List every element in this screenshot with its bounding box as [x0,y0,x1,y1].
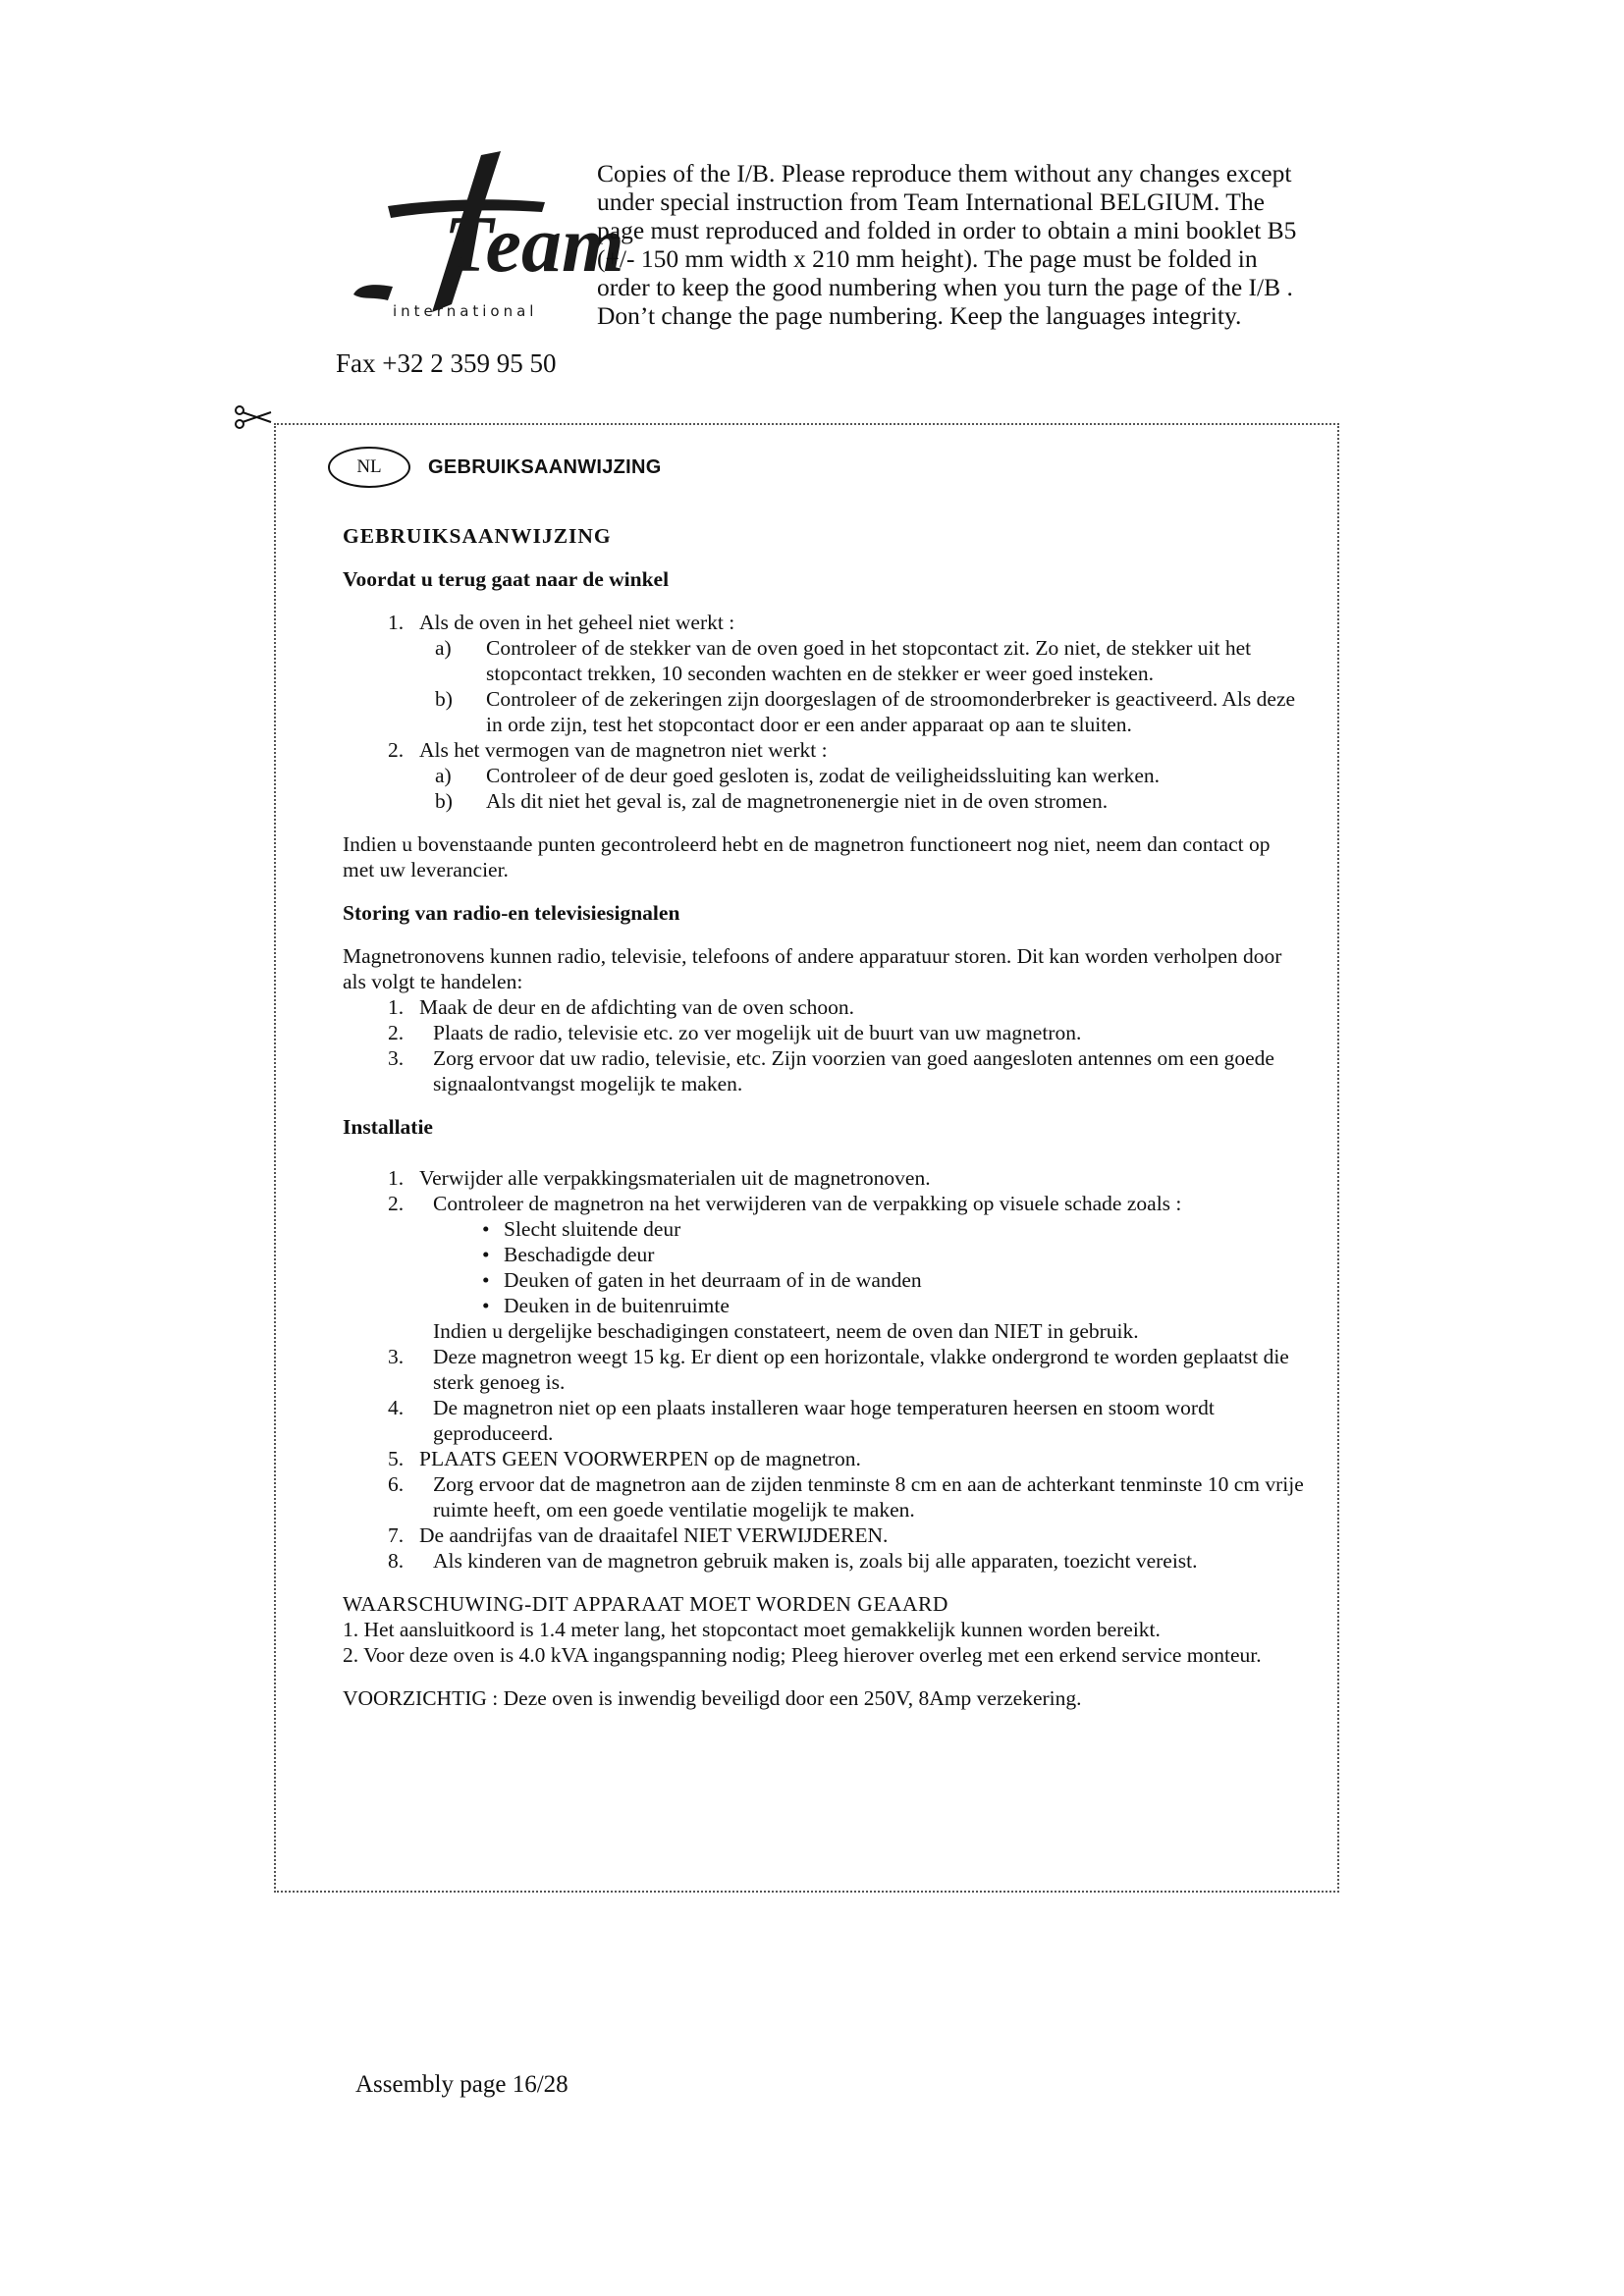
list-text: Verwijder alle verpakkingsmaterialen uit de magnetronoven. [419,1166,931,1190]
language-badge: NL [328,447,410,488]
list-item [343,1165,1305,1191]
interference-intro: Magnetronovens kunnen radio, televisie, telefoons of andere apparatuur storen. Dit kan worden verholpen door als volgt te handelen: [343,944,1282,993]
logo-wordmark: Team [444,199,624,289]
list-number: 7. [388,1523,405,1547]
sub-list-text: Als dit niet het geval is, zal de magnetronenergie niet in de oven stromen. [486,789,1109,813]
list-number: 2. [388,1021,405,1044]
instruction-section [274,423,1339,1893]
list-item [343,737,1305,814]
page-number: Assembly page 16/28 [355,2071,568,2098]
list-text: Als de oven in het geheel niet werkt : [419,611,735,634]
list-number: 8. [388,1549,405,1573]
team-international-logo [334,147,624,334]
bullet-text: Deuken in de buitenruimte [504,1294,730,1317]
bullet-text: Slecht sluitende deur [504,1217,681,1241]
list-number: 5. [388,1447,405,1470]
list-text: De aandrijfas van de draaitafel NIET VERWIJDEREN. [419,1523,889,1547]
list-item [343,610,1305,737]
list-item [343,1045,1305,1096]
list-text: Als het vermogen van de magnetron niet werkt : [419,738,828,762]
sub-list-item [419,788,1305,814]
troubleshooting-list [343,610,1305,814]
list-number: 4. [388,1396,405,1419]
list-item [343,1446,1305,1471]
interference-list [343,994,1305,1096]
list-number: 2. [388,738,405,762]
warning-line-2: 2. Voor deze oven is 4.0 kVA ingangspanning nodig; Pleeg hierover overleg met een erkend service monteur. [343,1643,1262,1667]
sub-list-item [419,686,1305,737]
list-text: Controleer de magnetron na het verwijderen van de verpakking op visuele schade zoals : [433,1192,1182,1215]
bullet-icon: • [482,1217,490,1241]
document-header [334,147,1316,383]
damage-note: Indien u dergelijke beschadigingen constateert, neem de oven dan NIET in gebruik. [433,1319,1139,1343]
sub-list-number: a) [435,764,452,787]
list-text: Deze magnetron weegt 15 kg. Er dient op een horizontale, vlakke ondergrond te worden geplaatst die sterk genoeg is. [433,1345,1289,1394]
list-text: Maak de deur en de afdichting van de oven schoon. [419,995,854,1019]
bullet-item [433,1242,1305,1267]
list-text: De magnetron niet op een plaats installeren waar hoge temperaturen heersen en stoom wordt geproduceerd. [433,1396,1215,1445]
sub-list-item [419,763,1305,788]
list-number: 6. [388,1472,405,1496]
fax-number: Fax +32 2 359 95 50 [336,348,557,378]
list-item [343,1344,1305,1395]
language-title: GEBRUIKSAANWIJZING [428,456,662,478]
list-number: 1. [388,995,405,1019]
language-header [328,447,1305,488]
list-number: 2. [388,1192,405,1215]
list-text: PLAATS GEEN VOORWERPEN op de magnetron. [419,1447,861,1470]
main-heading: GEBRUIKSAANWIJZING [343,524,612,548]
bullet-item [433,1293,1305,1318]
list-item [343,1522,1305,1548]
list-item [343,1548,1305,1574]
caution-note: VOORZICHTIG : Deze oven is inwendig beveiligd door een 250V, 8Amp verzekering. [343,1686,1082,1710]
list-item [343,1395,1305,1446]
list-text: Zorg ervoor dat de magnetron aan de zijden tenminste 8 cm en aan de achterkant tenminste 10 cm vrije ruimte heeft, om een goede ventilatie mogelijk te maken. [433,1472,1304,1522]
installation-list [343,1165,1305,1574]
warning-line-1: 1. Het aansluitkoord is 1.4 meter lang, het stopcontact moet gemakkelijk kunnen worden bereikt. [343,1618,1161,1641]
sub-list-number: b) [435,687,453,711]
bullet-text: Beschadigde deur [504,1243,655,1266]
list-number: 1. [388,611,405,634]
sub-list-text: Controleer of de deur goed gesloten is, zodat de veiligheidssluiting kan werken. [486,764,1161,787]
list-text: Als kinderen van de magnetron gebruik maken is, zoals bij alle apparaten, toezicht vereist. [433,1549,1198,1573]
list-number: 1. [388,1166,405,1190]
damage-bullet-list [433,1216,1305,1318]
bullet-icon: • [482,1294,490,1317]
bullet-text: Deuken of gaten in het deurraam of in de wanden [504,1268,922,1292]
bullet-icon: • [482,1268,490,1292]
list-item [343,1020,1305,1045]
contact-supplier-paragraph: Indien u bovenstaande punten gecontroleerd hebt en de magnetron functioneert nog niet, neem dan contact op met uw leverancier. [343,832,1271,881]
before-store-heading: Voordat u terug gaat naar de winkel [343,567,670,591]
sub-list-number: b) [435,789,453,813]
bullet-item [433,1216,1305,1242]
list-item [343,1471,1305,1522]
installation-heading: Installatie [343,1115,433,1139]
list-item [343,1191,1305,1344]
list-text: Plaats de radio, televisie etc. zo ver mogelijk uit de buurt van uw magnetron. [433,1021,1082,1044]
bullet-icon: • [482,1243,490,1266]
interference-heading: Storing van radio-en televisiesignalen [343,901,680,925]
sub-list-number: a) [435,636,452,660]
bullet-item [433,1267,1305,1293]
logo-subtext: international [393,302,538,320]
list-number: 3. [388,1345,405,1368]
reproduction-instructions: Copies of the I/B. Please reproduce them without any changes except under special instruction from Team International BELGIUM. The page must reproduced and folded in order to obtain a mini booklet B5 (+/- 150 mm width x 210 mm height). The page must be folded in order to keep the good numbering when you turn the page of the I/B . Don’t change the page numbering. Keep the languages integrity. [597,159,1297,330]
list-item [343,994,1305,1020]
scissors-icon [234,404,273,430]
sub-list-text: Controleer of de stekker van de oven goed in het stopcontact zit. Zo niet, de stekker uit het stopcontact trekken, 10 seconden wachten en de stekker er weer goed insteken. [486,636,1252,685]
warning-title: WAARSCHUWING-DIT APPARAAT MOET WORDEN GEAARD [343,1592,948,1616]
list-number: 3. [388,1046,405,1070]
sub-list-item [419,635,1305,686]
list-text: Zorg ervoor dat uw radio, televisie, etc. Zijn voorzien van goed aangesloten antennes om een goede signaalontvangst mogelijk te maken. [433,1046,1274,1095]
sub-list-text: Controleer of de zekeringen zijn doorgeslagen of de stroomonderbreker is geactiveerd. Als deze in orde zijn, test het stopcontact door er een ander apparaat op aan te sluiten. [486,687,1296,736]
